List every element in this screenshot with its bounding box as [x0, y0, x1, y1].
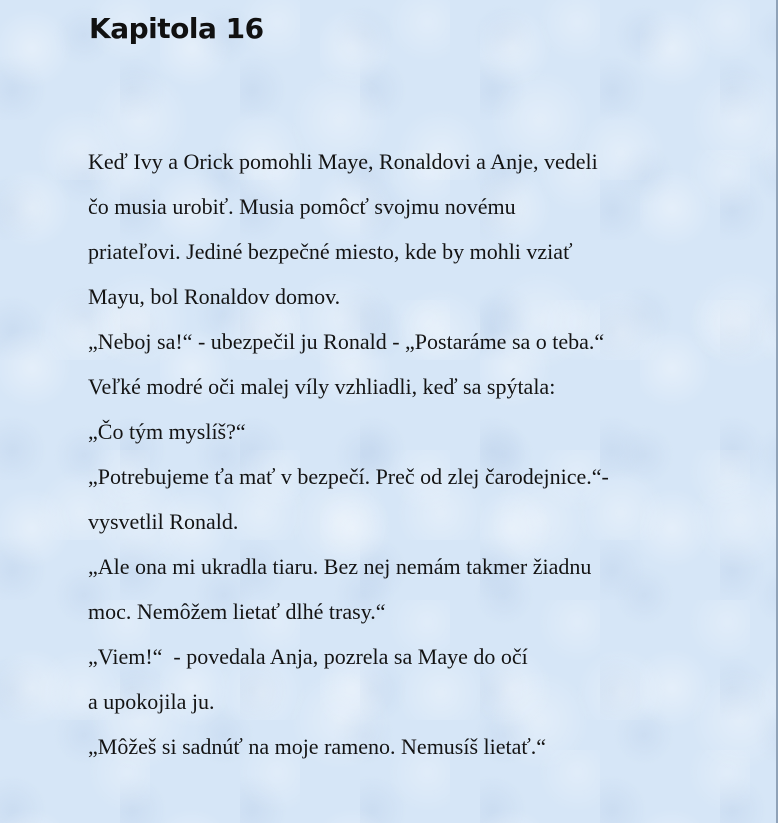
- story-text: [88, 145, 728, 775]
- text-line: „Môžeš si sadnúť na moje rameno. Nemusíš lietať.“: [88, 734, 547, 759]
- text-line: Keď Ivy a Orick pomohli Maye, Ronaldovi a Anje, vedeli: [88, 149, 598, 174]
- text-line: vysvetlil Ronald.: [88, 509, 239, 534]
- chapter-title: Kapitola 16: [89, 12, 264, 45]
- text-line: „Neboj sa!“ - ubezpečil ju Ronald - „Postaráme sa o teba.“: [88, 329, 605, 354]
- text-line: čo musia urobiť. Musia pomôcť svojmu novému: [88, 194, 516, 219]
- text-line: „Čo tým myslíš?“: [88, 419, 246, 444]
- text-line: „Viem!“ - povedala Anja, pozrela sa Maye do očí: [88, 644, 528, 669]
- text-line: priateľovi. Jediné bezpečné miesto, kde by mohli vziať: [88, 239, 573, 264]
- text-line: Mayu, bol Ronaldov domov.: [88, 284, 341, 309]
- text-line: „Ale ona mi ukradla tiaru. Bez nej nemám takmer žiadnu: [88, 554, 592, 579]
- text-line: moc. Nemôžem lietať dlhé trasy.“: [88, 599, 386, 624]
- text-line: a upokojila ju.: [88, 689, 215, 714]
- text-line: Veľké modré oči malej víly vzhliadli, keď sa spýtala:: [88, 374, 556, 399]
- text-line: „Potrebujeme ťa mať v bezpečí. Preč od zlej čarodejnice.“-: [88, 464, 609, 489]
